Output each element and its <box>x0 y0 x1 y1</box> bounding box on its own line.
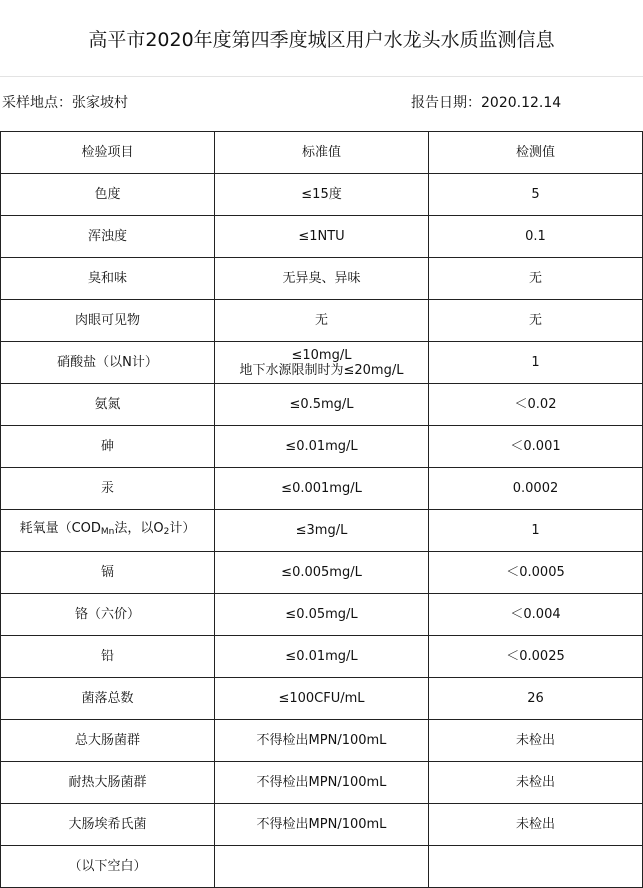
water-quality-table <box>0 131 643 888</box>
result-cell <box>429 846 643 888</box>
result-cell: ＜0.004 <box>429 594 643 636</box>
item-cell: 菌落总数 <box>1 678 215 720</box>
result-cell: 1 <box>429 510 643 552</box>
result-cell: 未检出 <box>429 762 643 804</box>
result-cell: ＜0.001 <box>429 426 643 468</box>
result-cell: 无 <box>429 258 643 300</box>
item-cell: 汞 <box>1 468 215 510</box>
sampling-location: 采样地点：张家坡村 <box>2 95 128 111</box>
item-subscript: Mn <box>100 527 115 537</box>
standard-cell: 不得检出MPN/100mL <box>215 804 429 846</box>
item-cell: 铅 <box>1 636 215 678</box>
result-cell: ＜0.02 <box>429 384 643 426</box>
item-cell: 硝酸盐（以N计） <box>1 342 215 384</box>
standard-cell <box>215 342 429 384</box>
result-cell: 0.1 <box>429 216 643 258</box>
table-row <box>1 678 643 720</box>
standard-cell: ≤0.5mg/L <box>215 384 429 426</box>
table-row <box>1 762 643 804</box>
standard-cell: ≤0.01mg/L <box>215 426 429 468</box>
table-row <box>1 594 643 636</box>
item-cell <box>1 510 215 552</box>
table-row <box>1 510 643 552</box>
standard-line: 地下水源限制时为≤20mg/L <box>239 362 404 378</box>
table-row <box>1 804 643 846</box>
result-cell: 1 <box>429 342 643 384</box>
result-cell: 未检出 <box>429 720 643 762</box>
result-cell: 0.0002 <box>429 468 643 510</box>
header-result: 检测值 <box>429 132 643 174</box>
report-date: 报告日期：2020.12.14 <box>411 95 562 111</box>
standard-cell: ≤0.005mg/L <box>215 552 429 594</box>
standard-cell: 不得检出MPN/100mL <box>215 762 429 804</box>
result-cell: ＜0.0005 <box>429 552 643 594</box>
item-cell: （以下空白） <box>1 846 215 888</box>
table-row <box>1 552 643 594</box>
item-cell: 肉眼可见物 <box>1 300 215 342</box>
title-divider <box>0 76 643 77</box>
item-cell: 臭和味 <box>1 258 215 300</box>
standard-cell: 无异臭、异味 <box>215 258 429 300</box>
standard-line: ≤10mg/L <box>291 347 352 363</box>
table-row <box>1 174 643 216</box>
table-row <box>1 720 643 762</box>
result-cell: 无 <box>429 300 643 342</box>
item-cell: 大肠埃希氏菌 <box>1 804 215 846</box>
standard-cell: 不得检出MPN/100mL <box>215 720 429 762</box>
item-cell: 耐热大肠菌群 <box>1 762 215 804</box>
standard-cell: ≤0.001mg/L <box>215 468 429 510</box>
standard-cell: ≤0.05mg/L <box>215 594 429 636</box>
page-title: 高平市2020年度第四季度城区用户水龙头水质监测信息 <box>88 29 555 51</box>
result-cell: 26 <box>429 678 643 720</box>
result-cell: 未检出 <box>429 804 643 846</box>
standard-cell: ≤1NTU <box>215 216 429 258</box>
item-text: 计） <box>169 521 196 536</box>
item-cell: 氨氮 <box>1 384 215 426</box>
standard-cell: ≤15度 <box>215 174 429 216</box>
table-row <box>1 384 643 426</box>
standard-cell: 无 <box>215 300 429 342</box>
header-standard: 标准值 <box>215 132 429 174</box>
item-cell: 总大肠菌群 <box>1 720 215 762</box>
table-row <box>1 846 643 888</box>
item-text: 法，以O <box>114 521 164 536</box>
table-row <box>1 636 643 678</box>
standard-cell: ≤3mg/L <box>215 510 429 552</box>
item-cell: 镉 <box>1 552 215 594</box>
table-row <box>1 300 643 342</box>
table-row <box>1 342 643 384</box>
standard-cell: ≤0.01mg/L <box>215 636 429 678</box>
standard-cell: ≤100CFU/mL <box>215 678 429 720</box>
table-row <box>1 258 643 300</box>
item-cell: 浑浊度 <box>1 216 215 258</box>
item-cell: 色度 <box>1 174 215 216</box>
table-row <box>1 216 643 258</box>
item-cell: 砷 <box>1 426 215 468</box>
table-row <box>1 468 643 510</box>
item-subscript: 2 <box>163 527 170 537</box>
item-cell: 铬（六价） <box>1 594 215 636</box>
table-row <box>1 426 643 468</box>
result-cell: 5 <box>429 174 643 216</box>
result-cell: ＜0.0025 <box>429 636 643 678</box>
item-text: 耗氧量（COD <box>19 521 101 536</box>
header-item: 检验项目 <box>1 132 215 174</box>
standard-cell <box>215 846 429 888</box>
table-header-row <box>1 132 643 174</box>
